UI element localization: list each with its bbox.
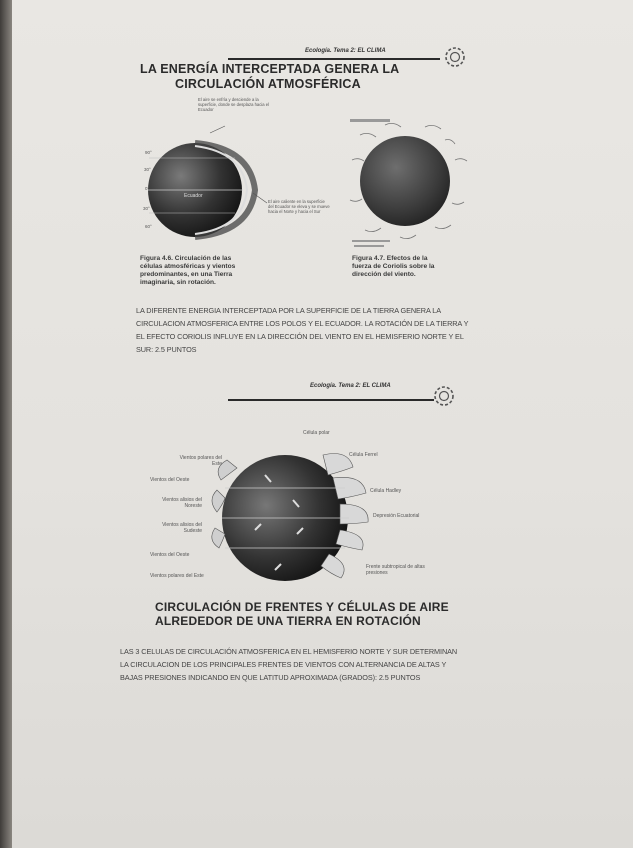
question1-line3: EL EFECTO CORIOLIS INFLUYE EN LA DIRECCIÓN DEL VIENTO EN EL HEMISFERIO NORTE Y EL xyxy=(136,332,464,341)
spiral-logo-icon xyxy=(442,44,468,70)
fig46-lat-90: 90° xyxy=(145,150,152,155)
section2-title-line1: CIRCULACIÓN DE FRENTES Y CÉLULAS DE AIRE xyxy=(155,600,449,614)
spiral-logo-icon-2 xyxy=(431,383,457,409)
label-depresion-ecuatorial: Depresión Ecuatorial xyxy=(373,513,420,519)
fig46-equator-label: Ecuador xyxy=(184,193,203,199)
section1-title-line1: LA ENERGÍA INTERCEPTADA GENERA LA xyxy=(140,62,400,76)
label-vientos-oeste-s: Vientos del Oeste xyxy=(150,552,190,558)
running-header-2: Ecología. Tema 2: EL CLIMA xyxy=(310,383,391,389)
fig46-caption-line1: Figura 4.6. Circulación de las xyxy=(140,255,232,262)
label-vientos-polares-este-n: Vientos polares del Este xyxy=(179,455,222,467)
label-celula-polar: Célula polar xyxy=(303,430,330,436)
label-frente-subtropical: Frente subtropical de altas presiones xyxy=(366,564,425,576)
fig46-caption-line4: imaginaria, sin rotación. xyxy=(140,279,216,286)
running-header: Ecología. Tema 2: EL CLIMA xyxy=(305,48,386,54)
fig47-caption-line2: fuerza de Coriolis sobre la xyxy=(352,263,435,270)
section1-title-line2: CIRCULACIÓN ATMOSFÉRICA xyxy=(175,77,361,91)
fig46-top-note: El aire se enfría y desciende a la superficie, donde se desplaza hacia el Ecuador xyxy=(198,97,270,112)
page-edge-shadow xyxy=(0,0,12,848)
document-page xyxy=(12,0,633,848)
label-vientos-oeste-n: Vientos del Oeste xyxy=(150,477,190,483)
question2-line2: LA CIRCULACION DE LOS PRINCIPALES FRENTES DE VIENTOS CON ALTERNANCIA DE ALTAS Y xyxy=(120,660,447,669)
header-rule-2 xyxy=(228,399,434,401)
fig46-right-note: El aire caliente en la superficie del Ecuador se eleva y se mueve hacia el Norte y hacia el Sur xyxy=(268,199,330,214)
question1-line2: CIRCULACION ATMOSFERICA ENTRE LOS POLOS Y EL ECUADOR. LA ROTACIÓN DE LA TIERRA Y xyxy=(136,319,469,328)
fig47-caption-line3: dirección del viento. xyxy=(352,271,416,278)
fig46-lat-30n: 30° xyxy=(144,167,151,172)
label-celula-ferrel: Célula Ferrel xyxy=(349,452,378,458)
question2-line1: LAS 3 CELULAS DE CIRCULACIÓN ATMOSFERICA EN EL HEMISFERIO NORTE Y SUR DETERMINAN xyxy=(120,647,458,656)
label-celula-hadley: Célula Hadley xyxy=(370,488,402,494)
label-alisios-sudeste: Vientos alisios del Sudeste xyxy=(162,522,202,534)
label-vientos-polares-este-s: Vientos polares del Este xyxy=(150,573,204,579)
fig46-caption-line3: predominantes, en una Tierra xyxy=(140,271,233,278)
label-alisios-noreste: Vientos alisios del Noreste xyxy=(162,497,202,509)
fig46-globe-diagram xyxy=(135,118,285,250)
fig46-lat-30s: 30° xyxy=(143,206,150,211)
fig46-lat-0: 0° xyxy=(145,186,150,191)
fig47-caption-line1: Figura 4.7. Efectos de la xyxy=(352,255,428,262)
header-rule xyxy=(228,58,440,60)
question1-line1: LA DIFERENTE ENERGIA INTERCEPTADA POR LA SUPERFICIE DE LA TIERRA GENERA LA xyxy=(136,306,441,315)
fig47-coriolis-globe xyxy=(340,115,475,255)
fig46-caption-line2: células atmosféricas y vientos xyxy=(140,263,236,270)
fig46-lat-60: 60° xyxy=(145,224,152,229)
question1-line4: SUR: 2.5 PUNTOS xyxy=(136,345,197,354)
question2-line3: BAJAS PRESIONES INDICANDO EN QUE LATITUD APROXIMADA (GRADOS): 2.5 PUNTOS xyxy=(120,673,421,682)
section2-title-line2: ALREDEDOR DE UNA TIERRA EN ROTACIÓN xyxy=(155,614,421,628)
